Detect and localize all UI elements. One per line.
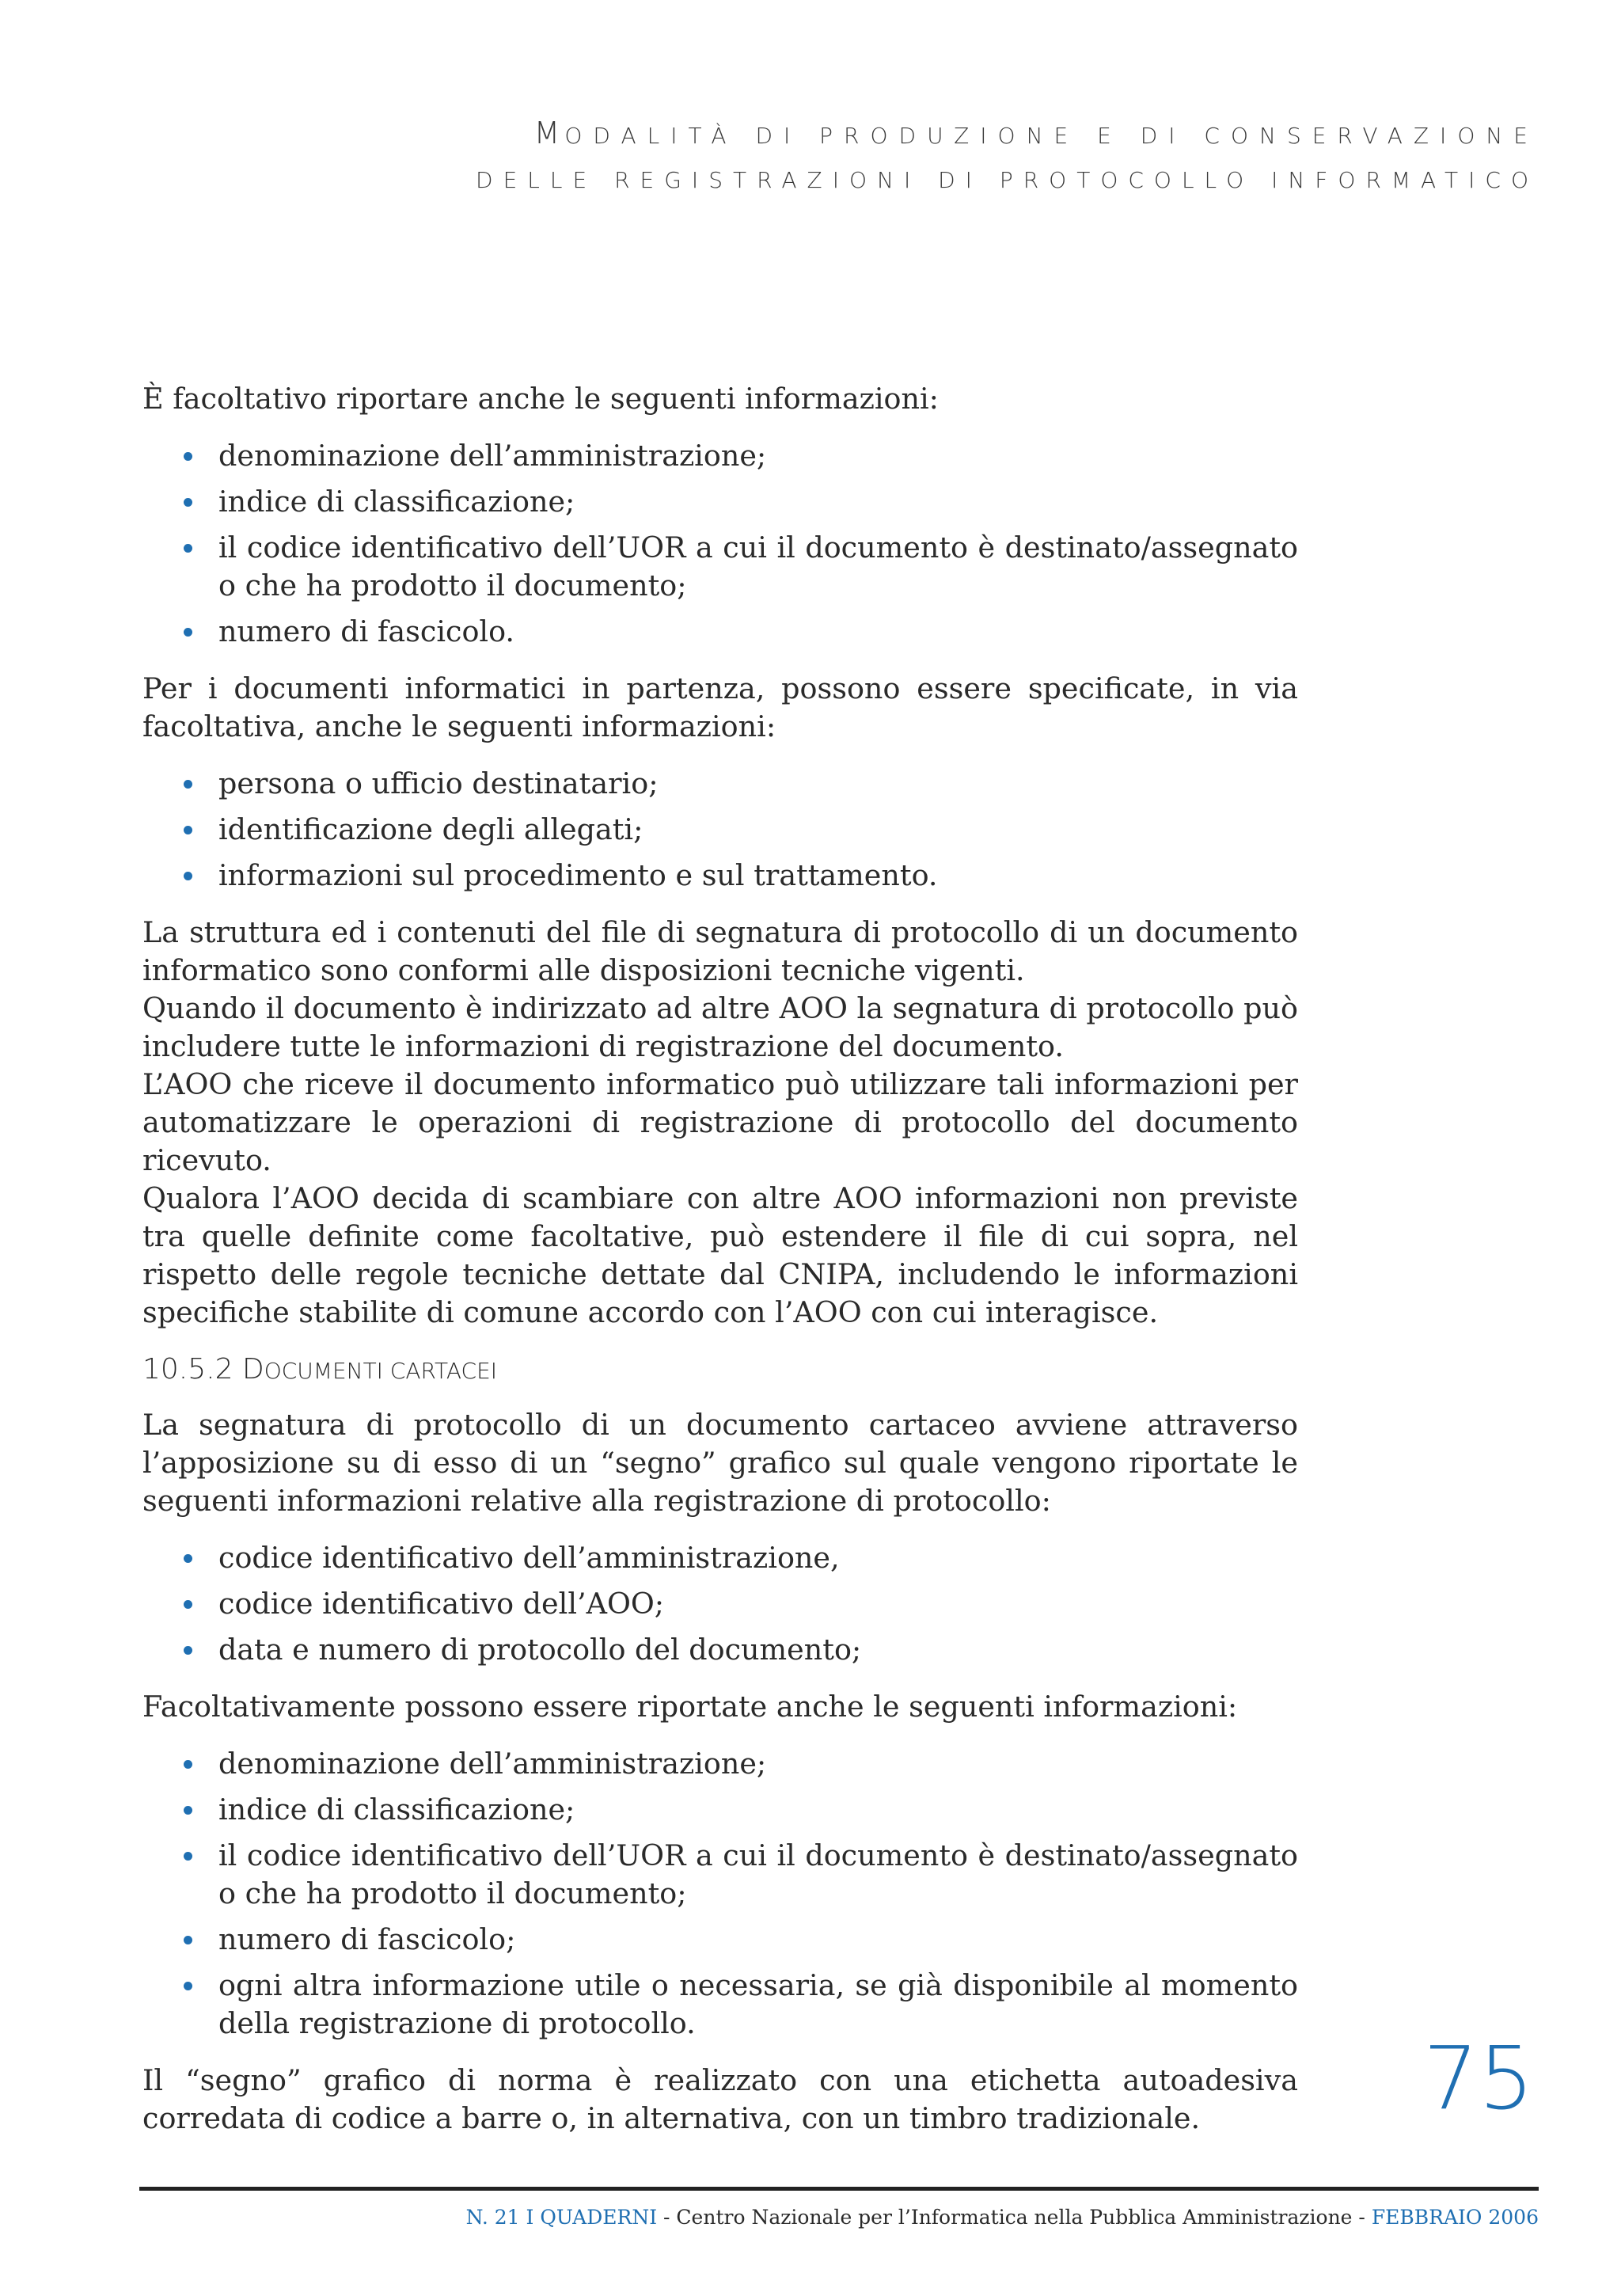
list-item-text: il codice identificativo dell’UOR a cui il documento è destinato/assegnato o che ha prodotto il documento; xyxy=(218,530,1298,603)
bullet-dot-icon xyxy=(184,1646,192,1655)
bullet-dot-icon xyxy=(184,1936,192,1944)
paragraph-outgoing-docs: Per i documenti informatici in partenza, possono essere specificate, in via facoltativa, anche le seguenti informazioni: xyxy=(142,671,1298,743)
section-title-initial: D xyxy=(241,1353,264,1386)
paragraph-other-aoo: Quando il documento è indirizzato ad altre AOO la segnatura di protocollo può includere tutte le informazioni di registrazione del documento. xyxy=(142,991,1298,1063)
list-item-text: persona o ufficio destinatario; xyxy=(218,766,659,800)
bullet-dot-icon xyxy=(184,1806,192,1815)
bullet-dot-icon xyxy=(184,1982,192,1990)
list-item xyxy=(142,1539,1298,1577)
footer-rule xyxy=(139,2187,1539,2191)
header-line-2: DELLE REGISTRAZIONI DI PROTOCOLLO INFORMATICO xyxy=(476,167,1539,193)
page-body xyxy=(142,380,1298,2157)
list-item-text: ogni altra informazione utile o necessaria, se già disponibile al momento della registrazione di protocollo. xyxy=(218,1968,1298,2040)
list-item xyxy=(142,1967,1298,2043)
list-item xyxy=(142,857,1298,895)
bullet-dot-icon xyxy=(184,628,192,637)
bullet-dot-icon xyxy=(184,1760,192,1769)
bullet-dot-icon xyxy=(184,1554,192,1563)
bullet-dot-icon xyxy=(184,1852,192,1861)
paragraph-structure: La struttura ed i contenuti del file di segnatura di protocollo di un documento informatico sono conformi alle disposizioni tecniche vigenti. xyxy=(142,915,1298,987)
section-title-rest: OCUMENTI CARTACEI xyxy=(264,1358,498,1384)
list-item xyxy=(142,1921,1298,1959)
paragraph-label-note: Il “segno” grafico di norma è realizzato con una etichetta autoadesiva corredata di codice a barre o, in alternativa, con un timbro tradizionale. xyxy=(142,2063,1298,2135)
footer-date: FEBBRAIO 2006 xyxy=(1371,2206,1539,2229)
bullet-list-2 xyxy=(142,765,1298,895)
section-number: 10.5.2 xyxy=(142,1353,233,1386)
list-item-text: identificazione degli allegati; xyxy=(218,812,643,846)
list-item xyxy=(142,765,1298,803)
paragraph-extension: Qualora l’AOO decida di scambiare con altre AOO informazioni non previste tra quelle definite come facoltative, può estendere il file di cui sopra, nel rispetto delle regole tecniche dettate dal CNIPA, includendo le informazioni specifiche stabilite di comune accordo con l’AOO con cui interagisce. xyxy=(142,1181,1298,1329)
bullet-list-1 xyxy=(142,437,1298,651)
bullet-dot-icon xyxy=(184,826,192,834)
bullet-list-4 xyxy=(142,1745,1298,2043)
bullet-dot-icon xyxy=(184,544,192,553)
list-item-text: denominazione dell’amministrazione; xyxy=(218,1747,767,1781)
footer-separator: - xyxy=(657,2206,677,2229)
header-initial: M xyxy=(533,116,565,150)
footer xyxy=(466,2206,1539,2229)
bullet-dot-icon xyxy=(184,498,192,507)
page-number: 75 xyxy=(1423,2028,1534,2129)
list-item xyxy=(142,529,1298,605)
bullet-dot-icon xyxy=(184,872,192,880)
paragraph-paper-signature: La segnatura di protocollo di un documento cartaceo avviene attraverso l’apposizione su di esso di un “segno” grafico sul quale vengono riportate le seguenti informazioni relative alla registrazione di protocollo: xyxy=(142,1408,1298,1518)
list-item xyxy=(142,1585,1298,1623)
footer-publisher: Centro Nazionale per l’Informatica nella Pubblica Amministrazione xyxy=(676,2206,1353,2229)
bullet-dot-icon xyxy=(184,1600,192,1609)
footer-issue: N. 21 I QUADERNI xyxy=(465,2206,658,2229)
list-item-text: codice identificativo dell’AOO; xyxy=(218,1587,665,1621)
paragraph-optional-info: È facoltativo riportare anche le seguenti informazioni: xyxy=(142,382,939,416)
list-item xyxy=(142,811,1298,849)
list-item-text: denominazione dell’amministrazione; xyxy=(218,439,767,473)
list-item xyxy=(142,483,1298,521)
list-item xyxy=(142,1631,1298,1669)
section-heading xyxy=(142,1351,1298,1390)
list-item xyxy=(142,613,1298,651)
list-item-text: il codice identificativo dell’UOR a cui il documento è destinato/assegnato o che ha prodotto il documento; xyxy=(218,1838,1298,1910)
bullet-dot-icon xyxy=(184,780,192,789)
paragraph-receiving-aoo: L’AOO che riceve il documento informatico può utilizzare tali informazioni per automatizzare le operazioni di registrazione di protocollo del documento ricevuto. xyxy=(142,1067,1298,1177)
list-item-text: numero di fascicolo; xyxy=(218,1922,516,1956)
header-line-1 xyxy=(476,111,1539,158)
list-item xyxy=(142,1745,1298,1783)
paragraph-optional-paper: Facoltativamente possono essere riportate anche le seguenti informazioni: xyxy=(142,1690,1238,1724)
bullet-dot-icon xyxy=(184,452,192,461)
list-item-text: indice di classificazione; xyxy=(218,1792,575,1827)
list-item xyxy=(142,1837,1298,1913)
bullet-list-3 xyxy=(142,1539,1298,1669)
list-item-text: indice di classificazione; xyxy=(218,485,575,519)
list-item xyxy=(142,1791,1298,1829)
list-item-text: codice identificativo dell’amministrazione, xyxy=(218,1541,840,1575)
list-item xyxy=(142,437,1298,475)
running-header xyxy=(476,111,1539,203)
list-item-text: numero di fascicolo. xyxy=(218,614,515,648)
header-line-1-text: ODALITÀ DI PRODUZIONE E DI CONSERVAZIONE xyxy=(564,123,1539,149)
footer-separator: - xyxy=(1352,2206,1372,2229)
list-item-text: informazioni sul procedimento e sul trattamento. xyxy=(218,858,938,892)
list-item-text: data e numero di protocollo del documento; xyxy=(218,1633,862,1667)
